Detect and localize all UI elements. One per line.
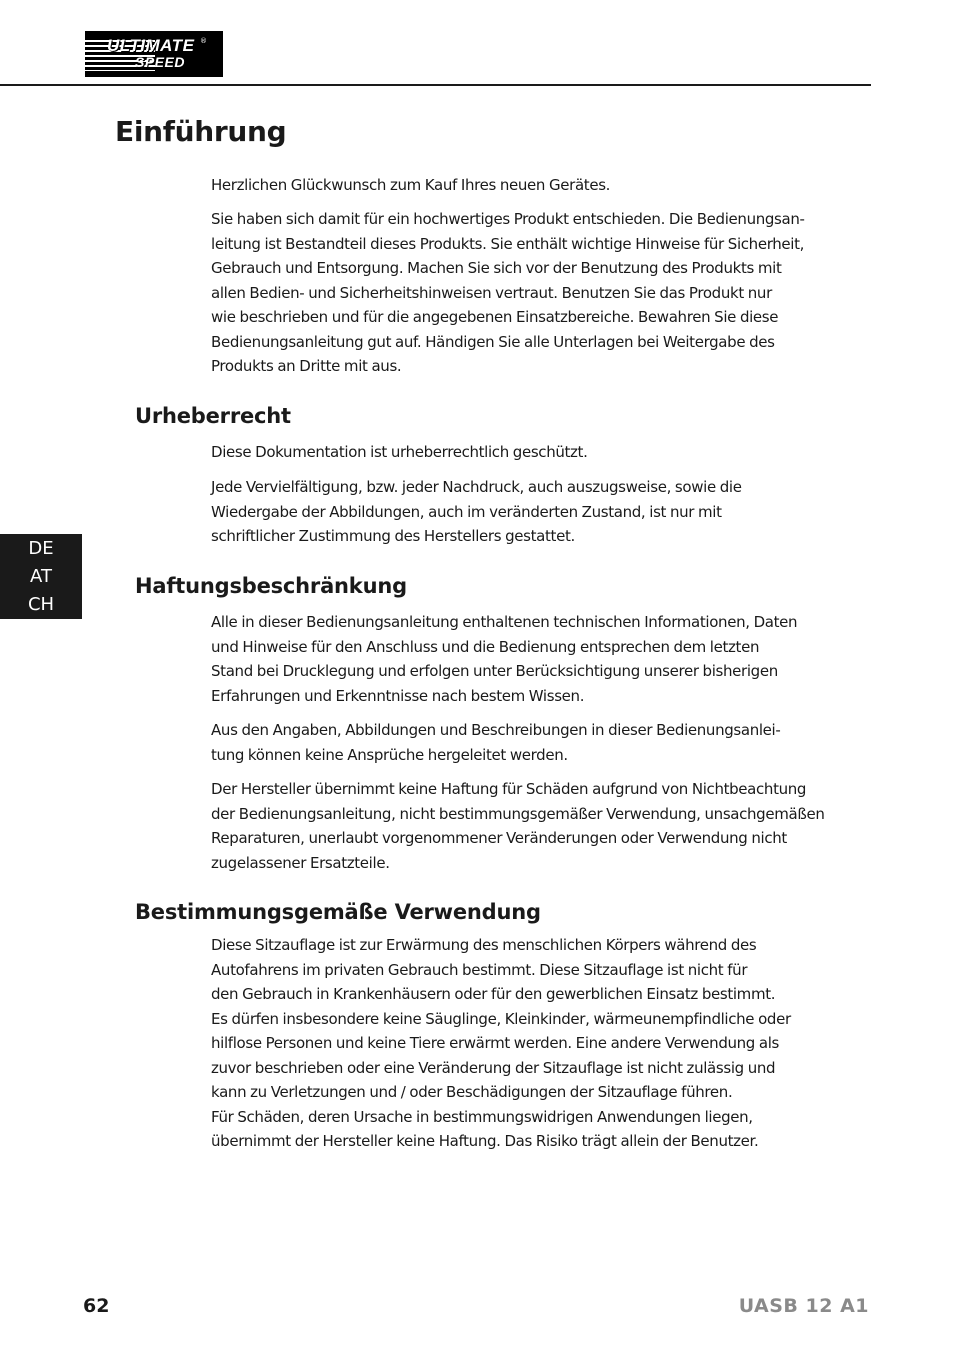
text-line: Alle in dieser Bedienungsanleitung enthaltenen technischen Informationen, Daten: [211, 613, 798, 631]
text-line: Reparaturen, unerlaubt vorgenommener Veränderungen oder Verwendung nicht: [211, 829, 787, 847]
text-line: Bedienungsanleitung gut auf. Händigen Sie alle Unterlagen bei Weitergabe des: [211, 332, 775, 351]
text-line: Für Schäden, deren Ursache in bestimmungswidrigen Anwendungen liegen,: [211, 1107, 753, 1126]
text-line: tung können keine Ansprüche hergeleitet werden.: [211, 745, 568, 764]
text-line: zuvor beschrieben oder eine Veränderung der Sitzauflage ist nicht zulässig und: [211, 1058, 776, 1077]
text-line: übernimmt der Hersteller keine Haftung. Das Risiko trägt allein der Benutzer.: [211, 1132, 759, 1150]
text-line: und Hinweise für den Anschluss und die Bedienung entsprechen dem letzten: [211, 637, 760, 656]
haftung-paragraph-1: [211, 610, 843, 708]
text-line: leitung ist Bestandteil dieses Produkts. Sie enthält wichtige Hinweise für Sicherheit,: [211, 234, 805, 253]
text-line: Produkts an Dritte mit aus.: [211, 357, 402, 375]
text-line: Sie haben sich damit für ein hochwertiges Produkt entschieden. Die Bedienungsan-: [211, 210, 805, 228]
text-line: Erfahrungen und Erkenntnisse nach bestem Wissen.: [211, 686, 585, 705]
text-line: wie beschrieben und für die angegebenen Einsatzbereiche. Bewahren Sie diese: [211, 308, 779, 326]
lang-ch: CH: [27, 594, 55, 615]
text-line: Diese Dokumentation ist urheberrechtlich geschützt.: [211, 443, 588, 461]
text-line: Herzlichen Glückwunsch zum Kauf Ihres neuen Gerätes.: [211, 176, 611, 194]
haftung-paragraph-2: [211, 718, 843, 767]
section-heading-urheberrecht: Urheberrecht: [135, 404, 291, 428]
text-line: zugelassener Ersatzteile.: [211, 853, 390, 872]
text-line: Stand bei Drucklegung und erfolgen unter Berücksichtigung unserer bisherigen: [211, 662, 778, 680]
section-heading-verwendung: Bestimmungsgemäße Verwendung: [135, 900, 541, 924]
intro-paragraph-2: [211, 207, 843, 379]
text-line: schriftlicher Zustimmung des Herstellers gestattet.: [211, 527, 575, 545]
text-line: Autofahrens im privaten Gebrauch bestimmt. Diese Sitzauflage ist nicht für: [211, 960, 748, 979]
text-line: allen Bedien- und Sicherheitshinweisen vertraut. Benutzen Sie das Produkt nur: [211, 283, 772, 302]
lang-de: DE: [28, 538, 54, 559]
intro-paragraph-1: [211, 173, 843, 198]
text-line: Es dürfen insbesondere keine Säuglinge, Kleinkinder, wärmeunempfindliche oder: [211, 1009, 791, 1028]
model-number: UASB 12 A1: [738, 1295, 869, 1317]
text-line: hilflose Personen und keine Tiere erwärmt werden. Eine andere Verwendung als: [211, 1034, 780, 1052]
lang-at: AT: [30, 566, 52, 587]
urheberrecht-paragraph-2: [211, 475, 843, 549]
text-line: Der Hersteller übernimmt keine Haftung für Schäden aufgrund von Nichtbeachtung: [211, 780, 807, 798]
language-tab: [0, 534, 82, 619]
logo-text-speed: SPEED: [135, 54, 185, 70]
text-line: den Gebrauch in Krankenhäusern oder für den gewerblichen Einsatz bestimmt.: [211, 985, 776, 1003]
page-title: Einführung: [115, 115, 287, 148]
brand-logo: [85, 31, 223, 77]
text-line: Wiedergabe der Abbildungen, auch im veränderten Zustand, ist nur mit: [211, 502, 722, 521]
text-line: Jede Vervielfältigung, bzw. jeder Nachdruck, auch auszugsweise, sowie die: [211, 478, 742, 496]
haftung-paragraph-3: [211, 777, 843, 875]
text-line: Gebrauch und Entsorgung. Machen Sie sich vor der Benutzung des Produkts mit: [211, 259, 782, 277]
logo-registered-mark: ®: [200, 37, 207, 45]
header-rule: [0, 84, 871, 86]
section-heading-haftung: Haftungsbeschränkung: [135, 574, 407, 598]
verwendung-paragraph-1: [211, 933, 843, 1154]
text-line: der Bedienungsanleitung, nicht bestimmungsgemäßer Verwendung, unsachgemäßen: [211, 804, 825, 823]
text-line: Diese Sitzauflage ist zur Erwärmung des menschlichen Körpers während des: [211, 936, 757, 954]
text-line: kann zu Verletzungen und / oder Beschädigungen der Sitzauflage führen.: [211, 1083, 733, 1101]
text-line: Aus den Angaben, Abbildungen und Beschreibungen in dieser Bedienungsanlei-: [211, 721, 781, 739]
urheberrecht-paragraph-1: [211, 440, 843, 465]
logo-text-ultimate: ULTIMATE: [107, 36, 195, 55]
page-number: 62: [83, 1295, 110, 1317]
